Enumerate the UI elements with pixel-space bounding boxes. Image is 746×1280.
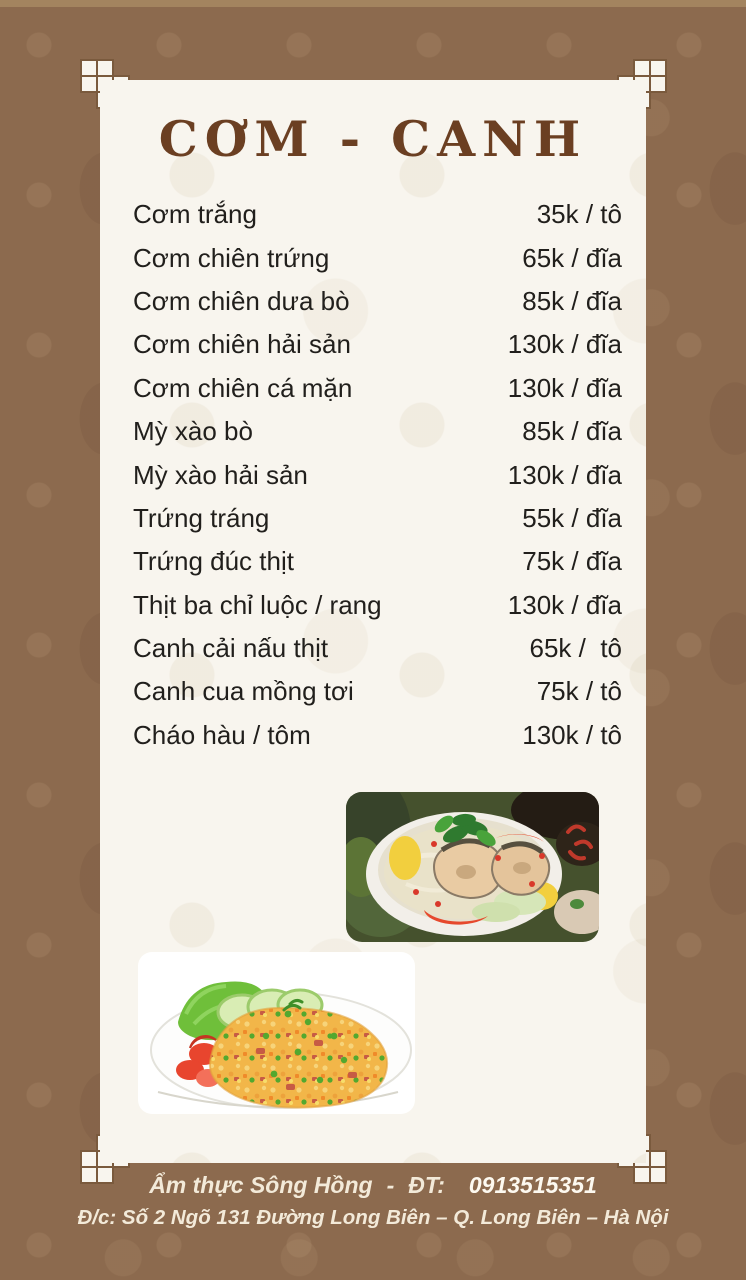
item-name: Canh cải nấu thịt [133,633,329,664]
menu-row [133,540,622,583]
fried-rice-photo [138,952,415,1114]
item-name: Mỳ xào hải sản [133,459,308,490]
item-name: Trứng đúc thịt [133,546,294,577]
footer-contact-line [0,1172,746,1199]
menu-panel [100,80,646,1163]
item-name: Trứng tráng [133,502,270,533]
menu-row [133,627,622,670]
menu-row [133,236,622,279]
item-price: 75k / tô [536,676,622,707]
item-price: 130k / đĩa [507,329,622,360]
item-name: Canh cua mồng tơi [133,676,354,707]
item-name: Cơm chiên hải sản [133,329,351,360]
phone-label: ĐT: [408,1172,445,1198]
menu-row [133,367,622,410]
menu-row [133,497,622,540]
menu-row [133,280,622,323]
item-price: 130k / đĩa [507,372,622,403]
address-line: Đ/c: Số 2 Ngõ 131 Đường Long Biên – Q. Long Biên – Hà Nội [77,1206,669,1229]
item-name: Cơm trắng [133,199,257,230]
menu-row [133,584,622,627]
item-price: 35k / tô [536,199,622,230]
footer [0,1172,746,1230]
item-name: Cơm chiên cá mặn [133,372,353,403]
item-price: 75k / đĩa [522,546,622,577]
phone-number: 0913515351 [468,1172,597,1198]
item-name: Cơm chiên trứng [133,242,330,273]
item-price: 65k / tô [529,633,622,664]
footer-separator: - [386,1172,395,1198]
item-price: 85k / đĩa [522,285,622,316]
menu-row [133,670,622,713]
menu-row [133,714,622,757]
menu-list [133,193,622,757]
top-strip [0,0,746,7]
item-price: 85k / đĩa [522,416,622,447]
menu-row [133,193,622,236]
fish-soup-photo [346,792,599,942]
restaurant-name: Ẩm thực Sông Hồng [149,1172,373,1198]
page-title: CƠM - CANH [158,110,588,168]
menu-row [133,453,622,496]
item-price: 130k / đĩa [507,459,622,490]
item-price: 130k / tô [522,719,622,750]
item-price: 65k / đĩa [522,242,622,273]
item-name: Cơm chiên dưa bò [133,285,350,316]
item-name: Thịt ba chỉ luộc / rang [133,589,382,620]
item-name: Cháo hàu / tôm [133,719,311,750]
menu-row [133,323,622,366]
item-price: 130k / đĩa [507,589,622,620]
item-name: Mỳ xào bò [133,416,253,447]
menu-row [133,410,622,453]
item-price: 55k / đĩa [522,502,622,533]
